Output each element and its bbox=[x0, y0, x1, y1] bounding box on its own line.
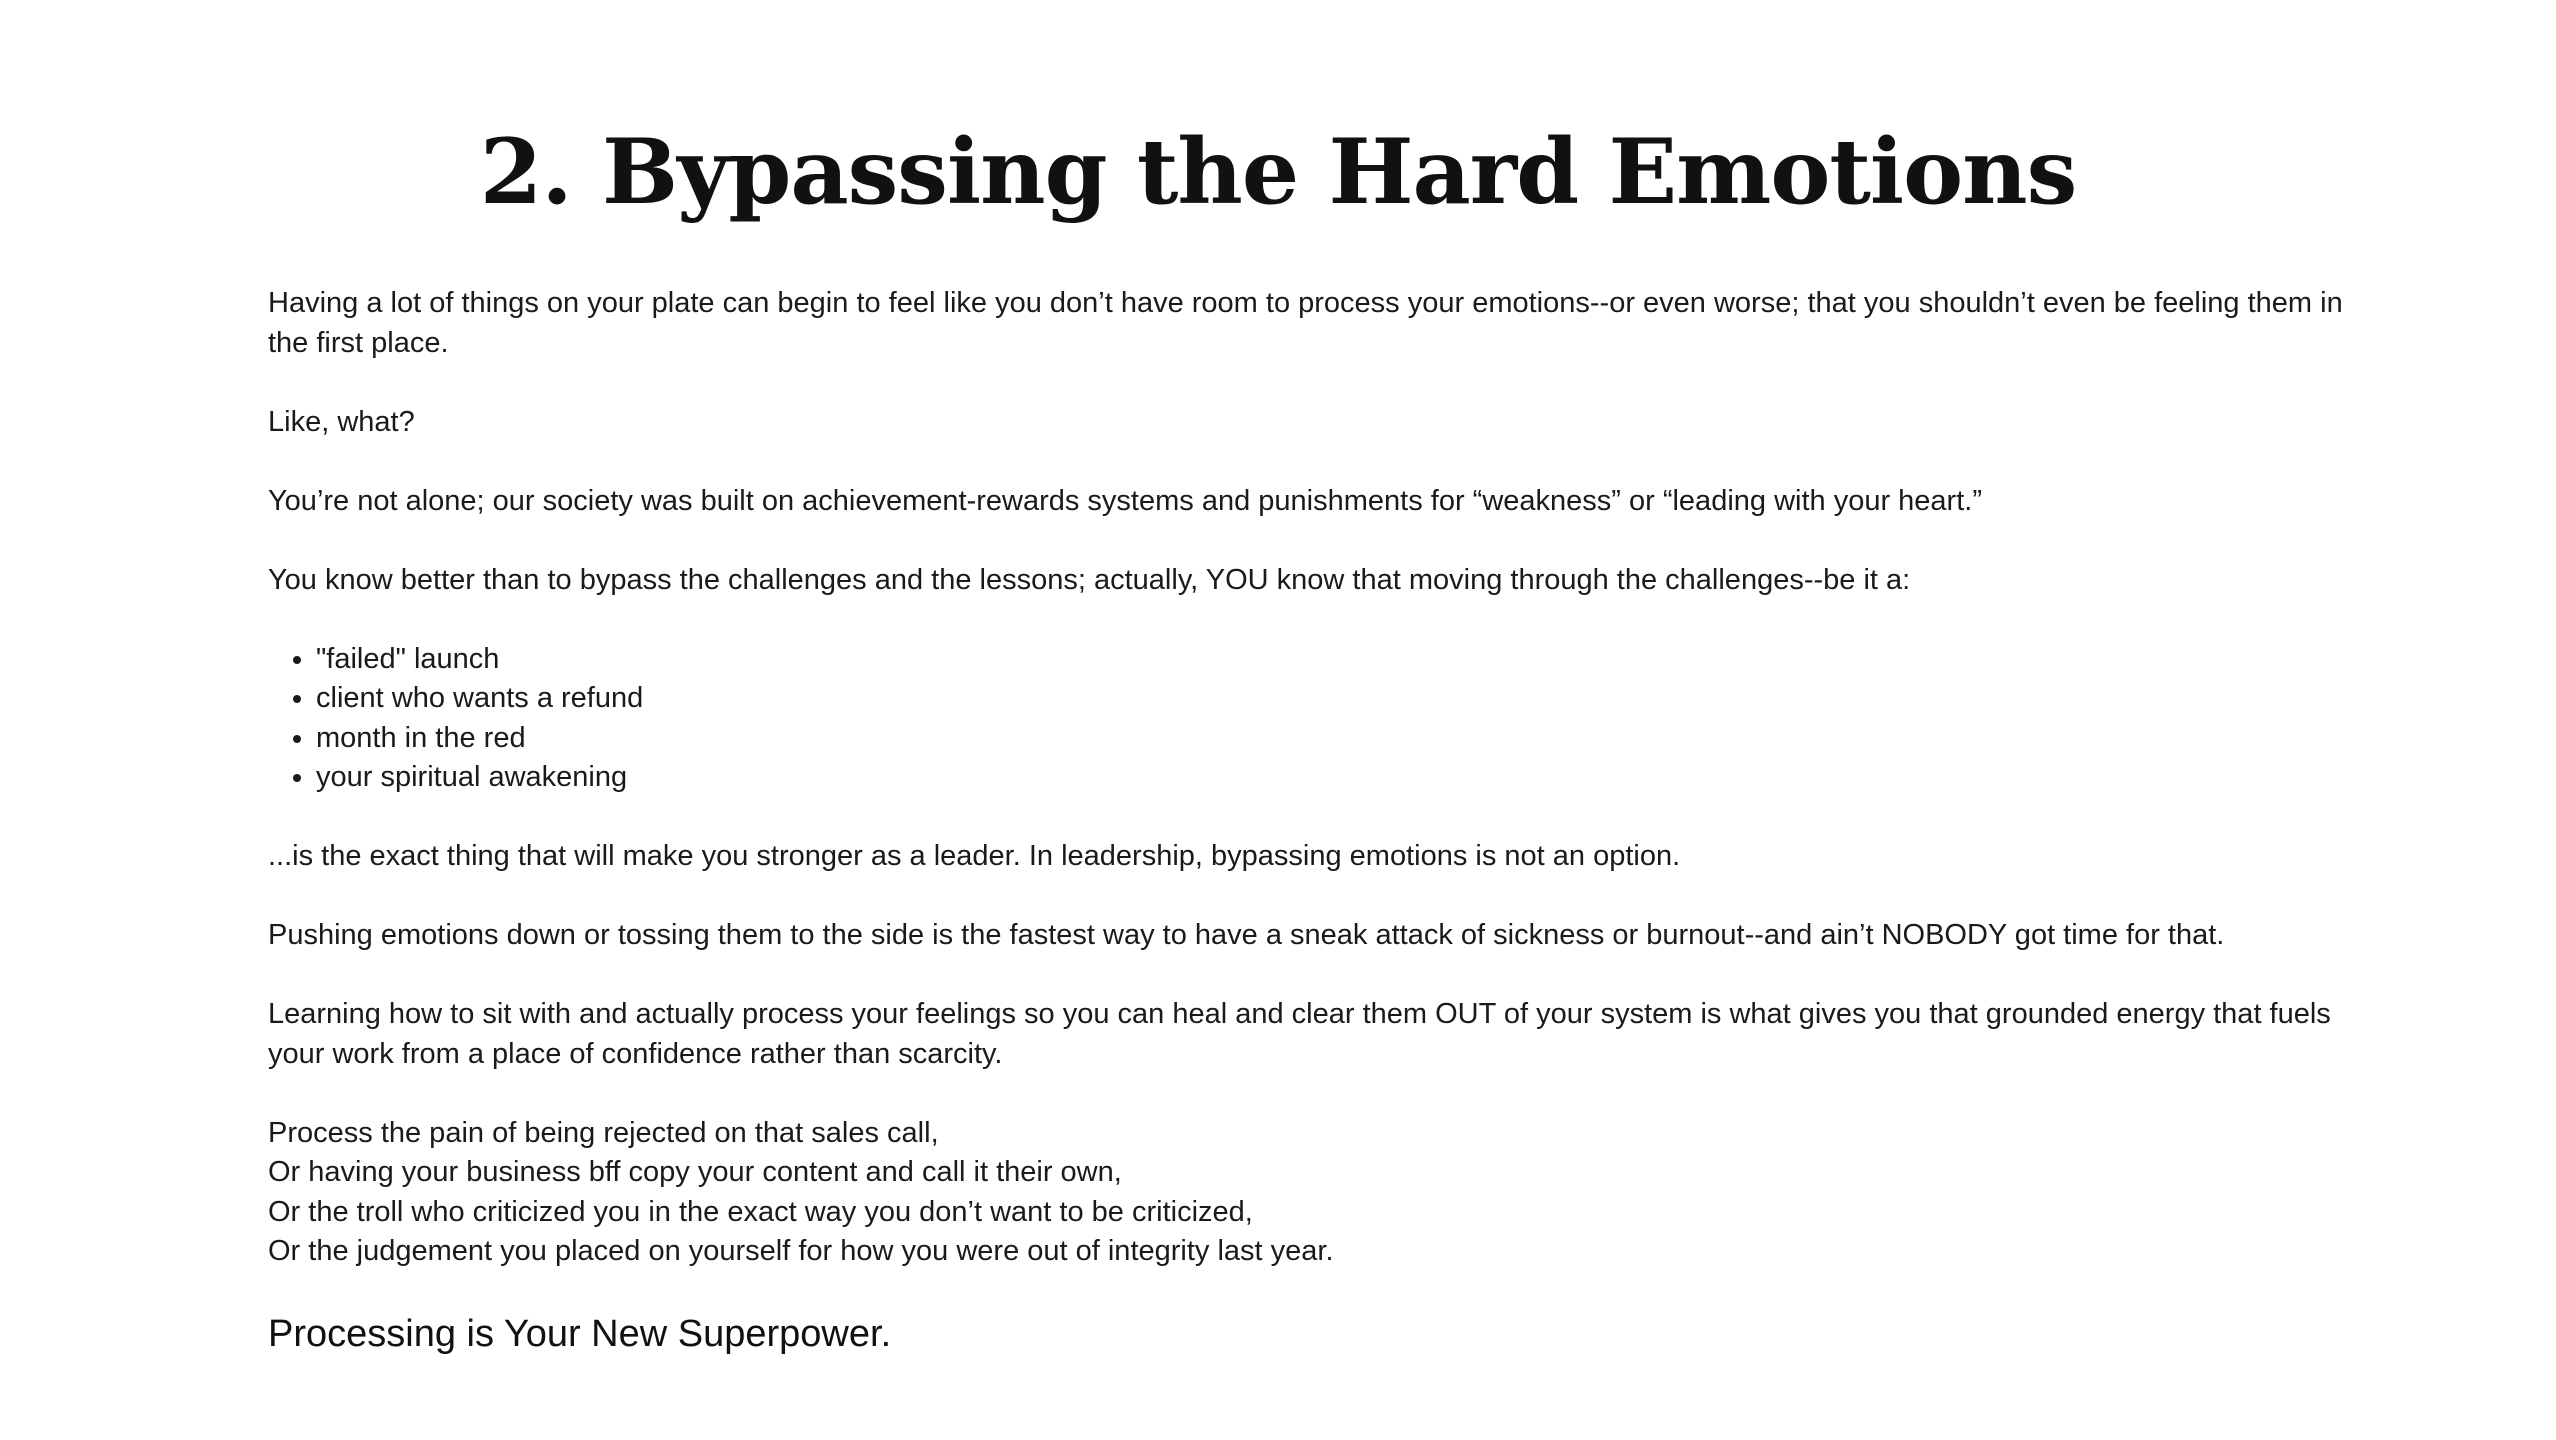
stanza-line: Process the pain of being rejected on that sales call, bbox=[268, 1116, 939, 1149]
stanza-line: Or the troll who criticized you in the exact way you don’t want to be criticized, bbox=[268, 1195, 1253, 1228]
list-item: • "failed" launch bbox=[316, 640, 2358, 680]
paragraph-pushing-emotions: Pushing emotions down or tossing them to the side is the fastest way to have a sneak attack of sickness or burnout--and ain’t NOBODY got time for that. bbox=[268, 919, 2225, 951]
paragraph-not-alone: You’re not alone; our society was built on achievement-rewards systems and punishments for “weakness” or “leading with your heart.” bbox=[268, 484, 1982, 517]
section-subheading: Processing is Your New Superpower. bbox=[268, 1312, 892, 1355]
list-item: • your spiritual awakening bbox=[316, 758, 2358, 798]
paragraph-stronger-leader: ...is the exact thing that will make you stronger as a leader. In leadership, bypassing emotions is not an option. bbox=[268, 840, 1681, 872]
paragraph-like-what: Like, what? bbox=[268, 405, 415, 438]
stanza-line: Or having your business bff copy your content and call it their own, bbox=[268, 1156, 1122, 1188]
paragraph-know-better: You know better than to bypass the challenges and the lessons; actually, YOU know that moving through the challenges--be it a: bbox=[268, 563, 1911, 596]
paragraph-learning: Learning how to sit with and actually process your feelings so you can heal and clear them OUT of your system is what gives you that grounded energy that fuels your work from a place of confidence rather than scarcity. bbox=[268, 998, 2331, 1070]
process-stanza bbox=[268, 1114, 2358, 1272]
page-title: 2. Bypassing the Hard Emotions bbox=[479, 119, 2077, 225]
list-item: • client who wants a refund bbox=[316, 679, 2358, 719]
list-item: • month in the red bbox=[316, 719, 2358, 759]
stanza-line: Or the judgement you placed on yourself for how you were out of integrity last year. bbox=[268, 1235, 1334, 1267]
challenges-list bbox=[268, 640, 2358, 798]
article-body bbox=[268, 284, 2358, 1360]
paragraph-intro: Having a lot of things on your plate can begin to feel like you don’t have room to process your emotions--or even worse; that you shouldn’t even be feeling them in the first place. bbox=[268, 287, 2343, 359]
